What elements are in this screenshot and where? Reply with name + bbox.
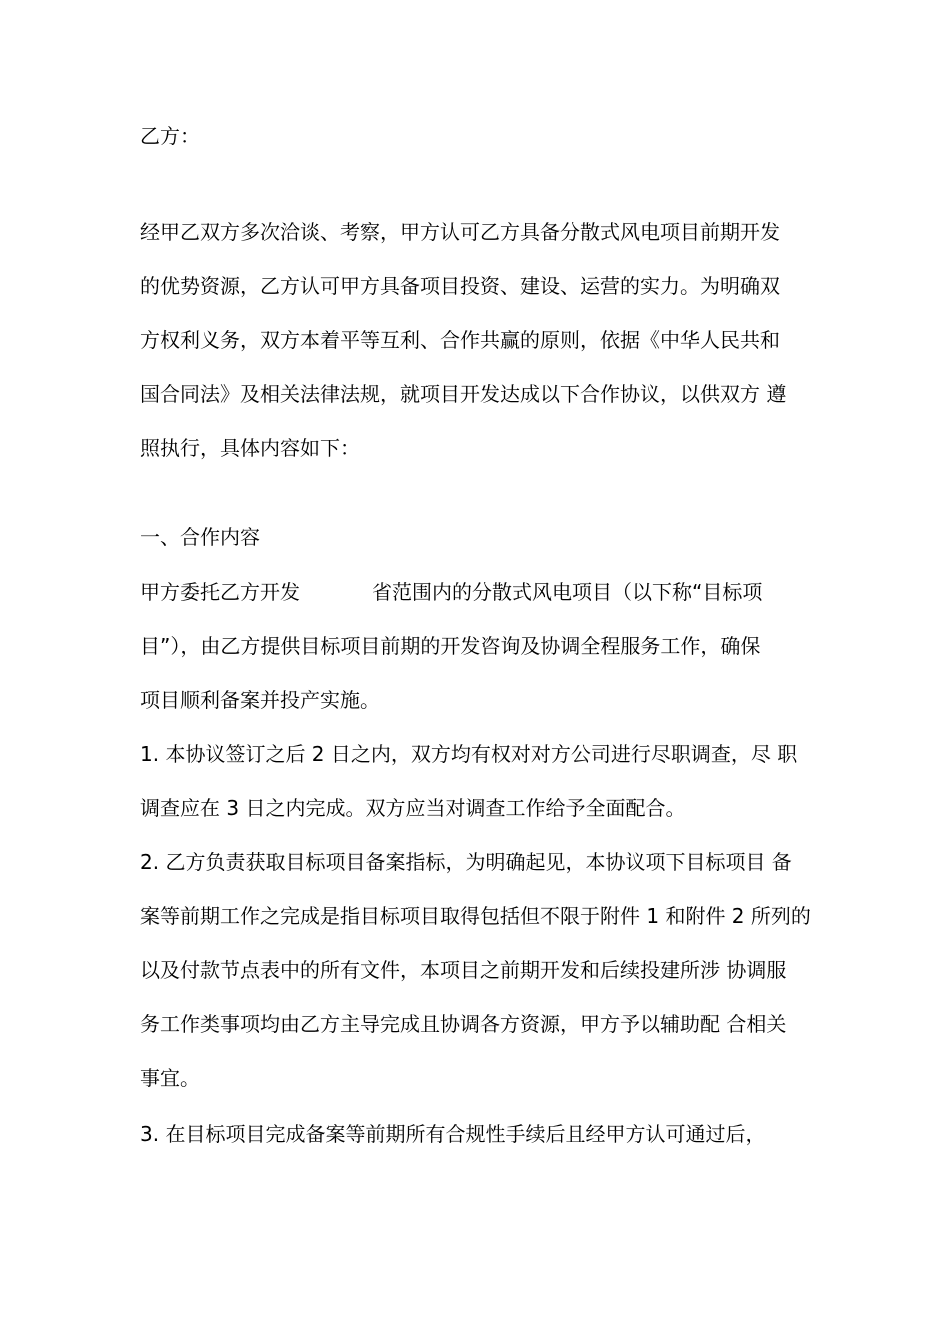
- section-1-line-2: 目”），由乙方提供目标项目前期的开发咨询及协调全程服务工作，确保: [140, 634, 761, 658]
- section-1-heading: 一、合作内容: [140, 525, 260, 549]
- section-1-line-3: 项目顺利备案并投产实施。: [140, 688, 380, 712]
- item-2-line-3: 以及付款节点表中的所有文件，本项目之前期开发和后续投建所涉 协调服: [140, 958, 787, 982]
- intro-line-3: 方权利义务，双方本着平等互利、合作共赢的原则，依据《中华人民共和: [140, 328, 780, 352]
- party-b-label: 乙方：: [140, 124, 200, 148]
- section-1-line-1: [140, 578, 820, 606]
- section-1-line-1-end: 省范围内的分散式风电项目（以下称“目标项: [372, 580, 763, 604]
- intro-line-5: 照执行，具体内容如下：: [140, 436, 360, 460]
- item-2-line-1: 2. 乙方负责获取目标项目备案指标，为明确起见，本协议项下目标项目 备: [140, 850, 792, 874]
- section-1-line-1-start: 甲方委托乙方开发: [140, 580, 300, 604]
- item-2-line-2: 案等前期工作之完成是指目标项目取得包括但不限于附件 1 和附件 2 所列的: [140, 904, 811, 928]
- item-1-line-1: 1. 本协议签订之后 2 日之内，双方均有权对对方公司进行尽职调查，尽 职: [140, 742, 798, 766]
- intro-line-4: 国合同法》及相关法律法规，就项目开发达成以下合作协议，以供双方 遵: [140, 382, 787, 406]
- item-3-line-1: 3. 在目标项目完成备案等前期所有合规性手续后且经甲方认可通过后，: [140, 1122, 766, 1146]
- intro-line-2: 的优势资源，乙方认可甲方具备项目投资、建设、运营的实力。为明确双: [140, 274, 780, 298]
- item-2-line-4: 务工作类事项均由乙方主导完成且协调各方资源，甲方予以辅助配 合相关: [140, 1012, 787, 1036]
- item-2-line-5: 事宜。: [140, 1066, 200, 1090]
- intro-line-1: 经甲乙双方多次洽谈、考察，甲方认可乙方具备分散式风电项目前期开发: [140, 220, 780, 244]
- item-1-line-2: 调查应在 3 日之内完成。双方应当对调查工作给予全面配合。: [140, 796, 686, 820]
